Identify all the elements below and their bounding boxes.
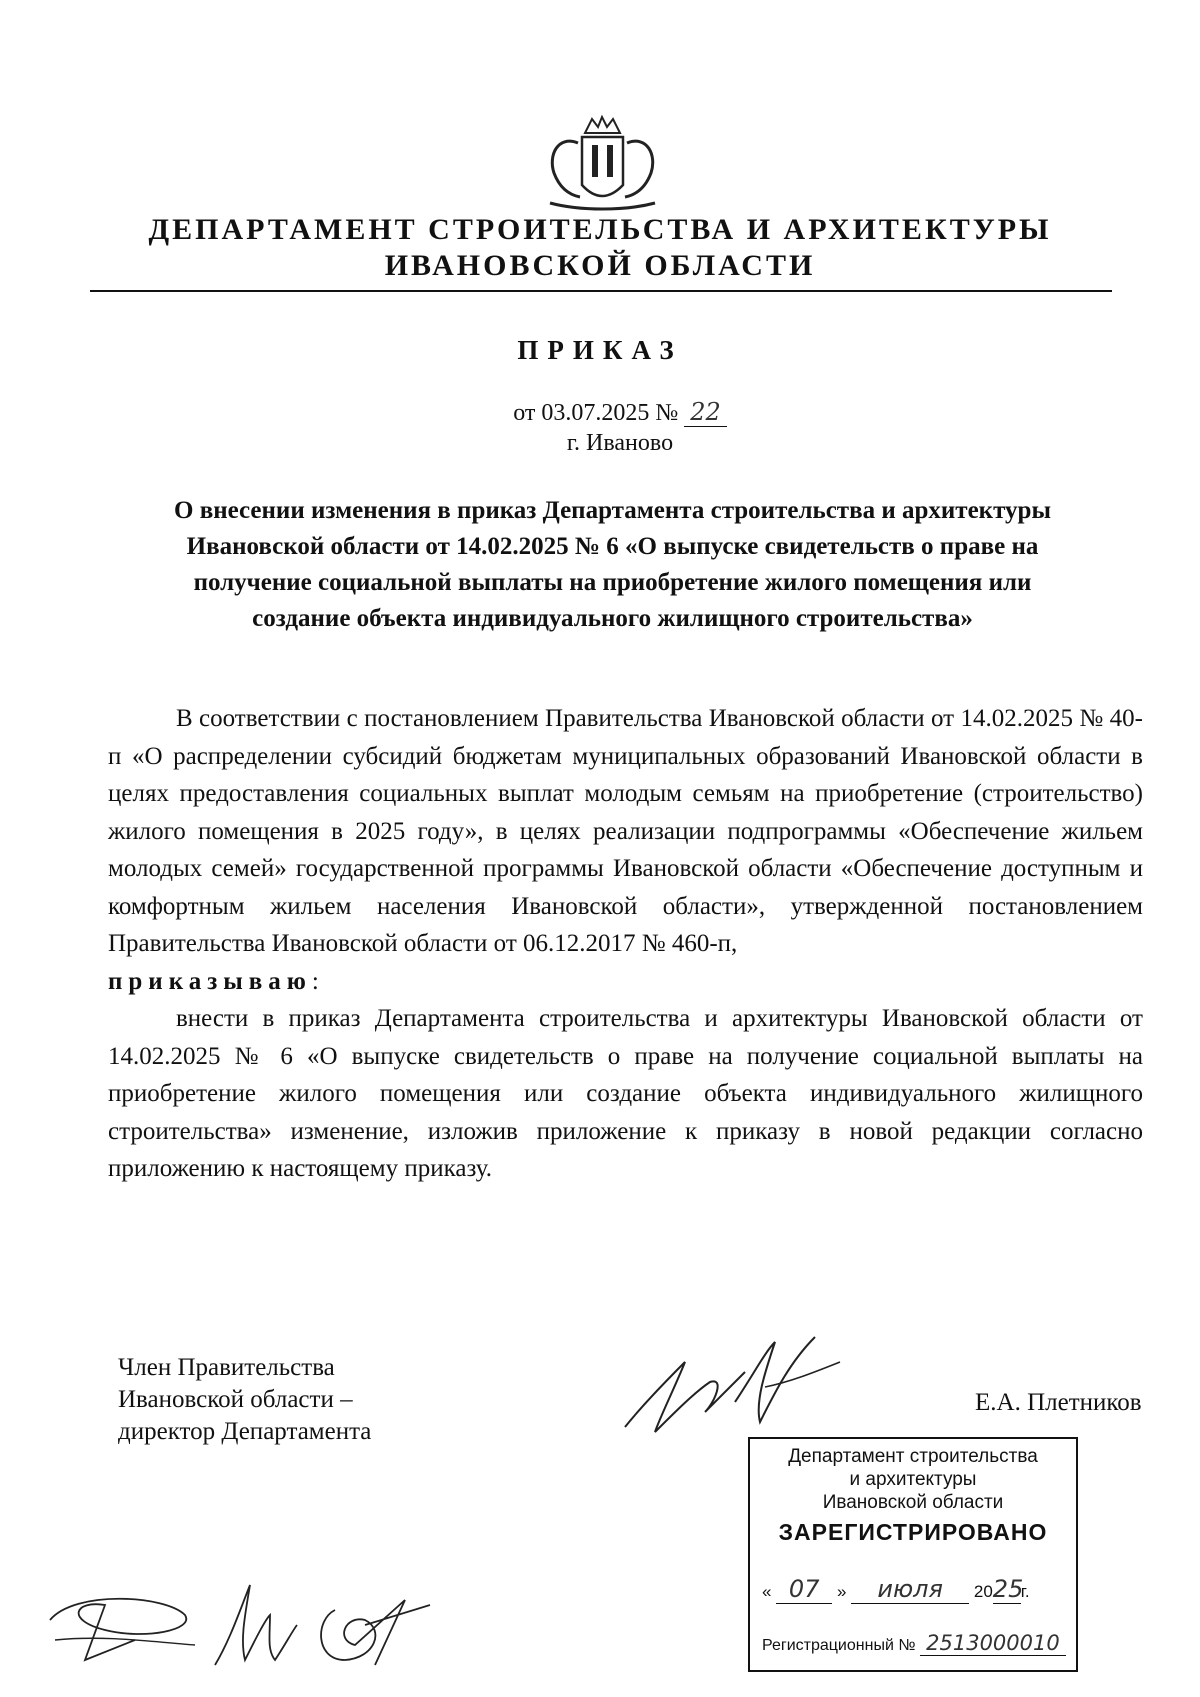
subject-line: получение социальной выплаты на приобретение жилого помещения или [193, 569, 1032, 596]
department-line-2: ИВАНОВСКОЙ ОБЛАСТИ [384, 249, 816, 282]
stamp-reg-number: 2513000010 [920, 1631, 1066, 1656]
subject-line: создание объекта индивидуального жилищного строительства» [252, 605, 973, 632]
registration-stamp [748, 1437, 1078, 1672]
order-city: г. Иваново [566, 430, 674, 456]
command-word: приказываю [108, 967, 312, 995]
order-number: 22 [684, 398, 727, 427]
stamp-month: июля [851, 1575, 969, 1604]
stamp-line: Департамент строительства [788, 1446, 1038, 1467]
subject-line: Ивановской области от 14.02.2025 № 6 «О выпуске свидетельств о праве на [186, 533, 1039, 560]
order-subject [115, 493, 1110, 637]
command-line [108, 963, 1143, 1001]
stamp-line: и архитектуры [849, 1469, 977, 1490]
handwritten-signature [615, 1332, 855, 1450]
header-divider [90, 290, 1112, 292]
document-type-title: ПРИКАЗ [517, 335, 683, 365]
stamp-year-prefix: 20 [973, 1582, 993, 1601]
subject-line: О внесении изменения в приказ Департамента строительства и архитектуры [174, 497, 1051, 524]
stamp-day: 07 [776, 1575, 832, 1604]
stamp-date [762, 1575, 1067, 1604]
order-date-line [0, 398, 1200, 427]
operative-paragraph: внести в приказ Департамента строительства и архитектуры Ивановской области от 14.02.2025 № 6 «О выпуске свидетельств о праве на получение социальной выплаты на приобретение жилого помещения или создание объекта индивидуального жилищного строительства» изменение, изложив приложение к приказу в новой редакции согласно приложению к настоящему приказу. [108, 1005, 1143, 1182]
order-body [108, 700, 1143, 1188]
stamp-reg-label: Регистрационный № [762, 1637, 916, 1654]
preamble-paragraph: В соответствии с постановлением Правительства Ивановской области от 14.02.2025 № 40-п «О распределении субсидий бюджетам муниципальных образований Ивановской области в целях предоставления социальных выплат молодым семьям на приобретение (строительство) жилого помещения в 2025 году», в целях реализации подпрограммы «Обеспечение жильем молодых семей» государственной программы Ивановской области «Обеспечение доступным и комфортным жильем населения Ивановской области», утвержденной постановлением Правительства Ивановской области от 06.12.2017 № 460-п, [108, 705, 1143, 957]
command-colon: : [311, 967, 319, 995]
stamp-year-suffix: 25 [992, 1575, 1024, 1603]
department-title [0, 212, 1200, 284]
coat-of-arms-icon [540, 115, 665, 215]
stamp-status: ЗАРЕГИСТРИРОВАНО [778, 1519, 1048, 1545]
position-line: Член Правительства [118, 1354, 335, 1381]
order-date: от 03.07.2025 № [513, 400, 679, 426]
approval-visas [45, 1570, 445, 1680]
stamp-line: Ивановской области [822, 1492, 1004, 1513]
stamp-quote-open: « [762, 1582, 772, 1601]
department-line-1: ДЕПАРТАМЕНТ СТРОИТЕЛЬСТВА И АРХИТЕКТУРЫ [148, 213, 1052, 246]
stamp-quote-close: » [836, 1582, 847, 1601]
signatory-name: Е.А. Плетников [975, 1389, 1142, 1416]
position-line: Ивановской области – [118, 1386, 353, 1413]
stamp-registration [762, 1631, 1067, 1656]
signatory-position [118, 1352, 371, 1448]
stamp-year-unit: г. [1020, 1582, 1030, 1601]
position-line: директор Департамента [118, 1418, 372, 1445]
